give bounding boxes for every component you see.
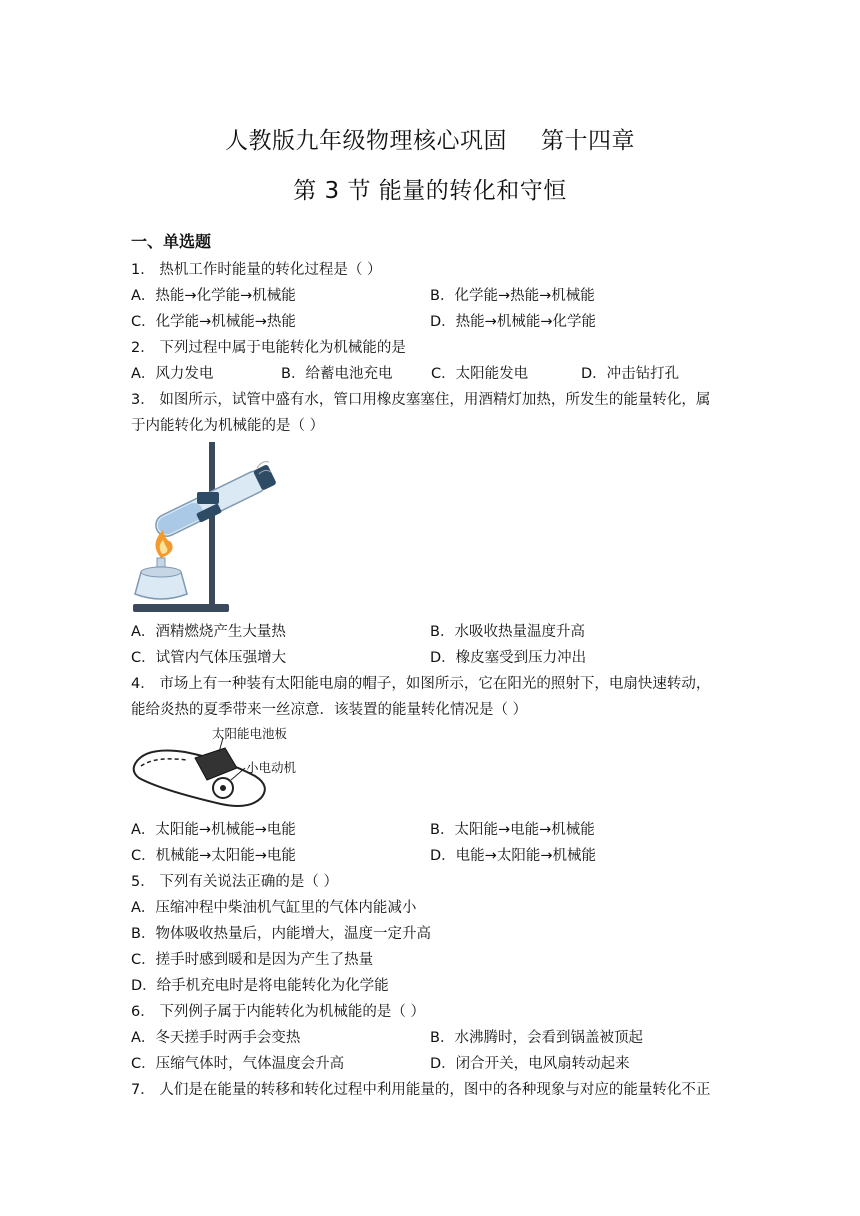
q3-option-a: A．酒精燃烧产生大量热: [131, 624, 286, 640]
q6-option-d: D．闭合开关，电风扇转动起来: [430, 1056, 630, 1072]
q3-stem-line1: 3． 如图所示，试管中盛有水，管口用橡皮塞塞住，用酒精灯加热，所发生的能量转化，属: [131, 392, 711, 408]
q4-option-a: A．太阳能→机械能→电能: [131, 822, 296, 838]
q5-option-c: C．搓手时感到暖和是因为产生了热量: [131, 952, 374, 968]
doc-title: [0, 122, 860, 155]
q1-stem: 1． 热机工作时能量的转化过程是（ ）: [131, 262, 382, 278]
q1-option-d: D．热能→机械能→化学能: [430, 314, 596, 330]
q3-option-d: D．橡皮塞受到压力冲出: [430, 650, 587, 666]
q7-stem: 7． 人们是在能量的转移和转化过程中利用能量的，图中的各种现象与对应的能量转化不正: [131, 1082, 711, 1098]
q4-option-b: B．太阳能→电能→机械能: [430, 822, 595, 838]
q4-option-d: D．电能→太阳能→机械能: [430, 848, 596, 864]
section-title: 第 3 节 能量的转化和守恒: [293, 178, 567, 204]
q2-option-b: B．给蓄电池充电: [281, 366, 393, 382]
q1-option-b: B．化学能→热能→机械能: [430, 288, 595, 304]
q1-option-a: A．热能→化学能→机械能: [131, 288, 296, 304]
section-heading: 一、单选题: [131, 232, 212, 251]
q2-option-a: A．风力发电: [131, 366, 214, 382]
q2-option-d: D．冲击钻打孔: [581, 366, 680, 382]
q6-option-c: C．压缩气体时，气体温度会升高: [131, 1056, 345, 1072]
q1-option-c: C．化学能→机械能→热能: [131, 314, 296, 330]
q2-option-c: C．太阳能发电: [431, 366, 529, 382]
q3-option-b: B．水吸收热量温度升高: [430, 624, 585, 640]
title-chapter: 第十四章: [541, 128, 635, 154]
q5-stem: 5． 下列有关说法正确的是（ ）: [131, 874, 338, 890]
figure-label-solar-panel: 太阳能电池板: [212, 726, 288, 741]
q5-option-a: A．压缩冲程中柴油机气缸里的气体内能减小: [131, 900, 417, 916]
title-main: 人教版九年级物理核心巩固: [225, 128, 507, 154]
q4-option-c: C．机械能→太阳能→电能: [131, 848, 296, 864]
q5-option-d: D．给手机充电时是将电能转化为化学能: [131, 978, 389, 994]
q4-stem-line1: 4． 市场上有一种装有太阳能电扇的帽子，如图所示，它在阳光的照射下，电扇快速转动，: [131, 676, 711, 692]
q6-option-b: B．水沸腾时，会看到锅盖被顶起: [430, 1030, 643, 1046]
q2-stem: 2． 下列过程中属于电能转化为机械能的是: [131, 340, 406, 356]
test-tube-heating-figure: [131, 440, 276, 618]
q4-stem-line2: 能给炎热的夏季带来一丝凉意．该装置的能量转化情况是（ ）: [131, 702, 528, 718]
q3-stem-line2: 于内能转化为机械能的是（ ）: [131, 418, 325, 434]
figure-label-motor: 小电动机: [246, 760, 297, 775]
q5-option-b: B．物体吸收热量后，内能增大，温度一定升高: [131, 926, 431, 942]
q6-option-a: A．冬天搓手时两手会变热: [131, 1030, 301, 1046]
q6-stem: 6． 下列例子属于内能转化为机械能的是（ ）: [131, 1004, 425, 1020]
q3-option-c: C．试管内气体压强增大: [131, 650, 287, 666]
